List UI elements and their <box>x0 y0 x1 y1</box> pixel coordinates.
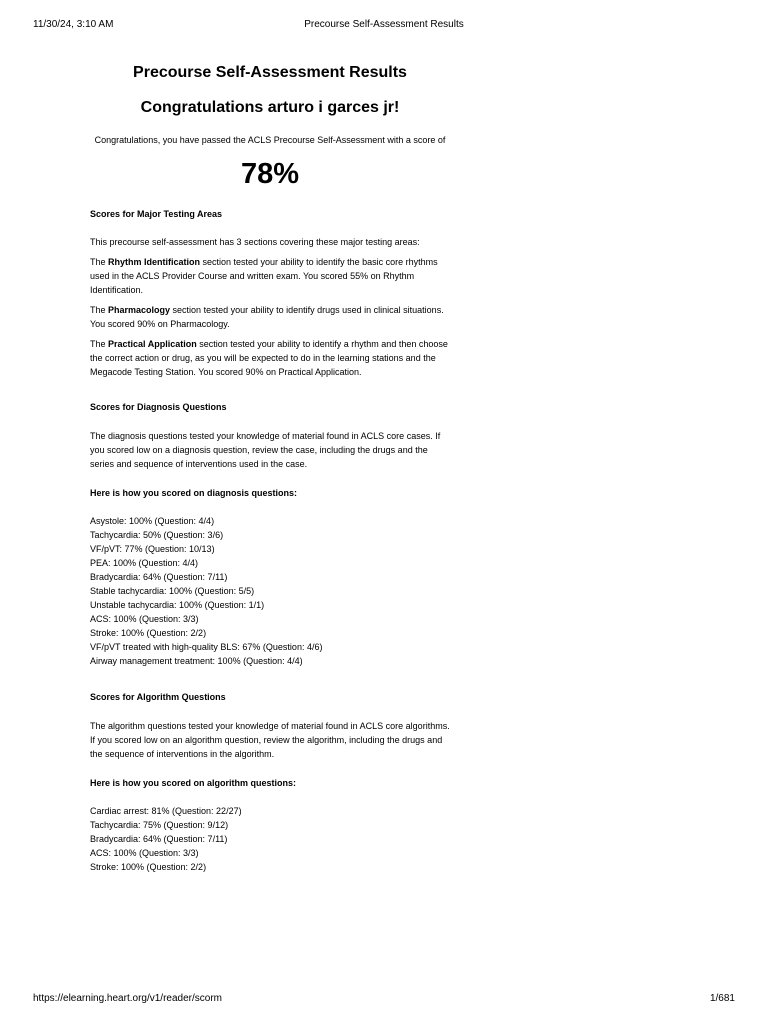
section-description: section tested your ability to identify a rhythm and then choose the correct action or drug, as you will be expected to do in the learning stations and the Megacode Testing Station. You scored 90% on Practical Application. <box>90 339 448 377</box>
page-title: Precourse Self-Assessment Results <box>133 64 407 81</box>
list-item: ACS: 100% (Question: 3/3) <box>90 614 199 624</box>
diagnosis-score-list <box>90 514 450 668</box>
list-item: Tachycardia: 75% (Question: 9/12) <box>90 820 229 830</box>
print-document-title: Precourse Self-Assessment Results <box>304 19 464 30</box>
list-item: PEA: 100% (Question: 4/4) <box>90 558 199 568</box>
section-practical-application <box>90 337 450 379</box>
section-prefix: The <box>90 339 109 349</box>
algorithm-score-list <box>90 804 450 874</box>
section-description: section tested your ability to identify drugs used in clinical situations. You scored 90% on Pharmacology. <box>90 305 444 329</box>
list-item: Stroke: 100% (Question: 2/2) <box>90 628 207 638</box>
list-item: Tachycardia: 50% (Question: 3/6) <box>90 530 224 540</box>
section-pharmacology <box>90 303 450 331</box>
section-rhythm-identification <box>90 255 450 297</box>
section-name: Pharmacology <box>108 305 171 315</box>
list-item: Asystole: 100% (Question: 4/4) <box>90 516 215 526</box>
major-areas-intro: This precourse self-assessment has 3 sections covering these major testing areas: <box>90 237 420 247</box>
diagnosis-subtitle: Here is how you scored on diagnosis questions: <box>90 488 298 498</box>
diagnosis-description: The diagnosis questions tested your knowledge of material found in ACLS core cases. If you scored low on a diagnosis question, review the case, including the drugs and the series and sequence of interventions used in the case. <box>90 431 441 469</box>
algorithm-subtitle: Here is how you scored on algorithm questions: <box>90 778 297 788</box>
list-item: Airway management treatment: 100% (Question: 4/4) <box>90 656 303 666</box>
list-item: Bradycardia: 64% (Question: 7/11) <box>90 572 228 582</box>
overall-score: 78% <box>240 158 300 190</box>
major-areas-title: Scores for Major Testing Areas <box>90 209 223 219</box>
print-url: https://elearning.heart.org/v1/reader/scorm <box>33 993 222 1004</box>
list-item: Unstable tachycardia: 100% (Question: 1/1) <box>90 600 265 610</box>
print-footer <box>33 993 735 1007</box>
page-number: 1/681 <box>709 993 735 1004</box>
list-item: VF/pVT: 77% (Question: 10/13) <box>90 544 215 554</box>
list-item: Bradycardia: 64% (Question: 7/11) <box>90 834 228 844</box>
list-item: Stable tachycardia: 100% (Question: 5/5) <box>90 586 255 596</box>
print-header <box>33 19 735 33</box>
score-intro: Congratulations, you have passed the ACLS Precourse Self-Assessment with a score of <box>94 135 446 145</box>
print-datetime: 11/30/24, 3:10 AM <box>33 19 114 30</box>
section-prefix: The <box>90 305 109 315</box>
section-name: Practical Application <box>108 339 197 349</box>
section-prefix: The <box>90 257 109 267</box>
list-item: VF/pVT treated with high-quality BLS: 67% (Question: 4/6) <box>90 642 323 652</box>
algorithm-description: The algorithm questions tested your knowledge of material found in ACLS core algorithms. If you scored low on an algorithm question, review the algorithm, including the drugs and the sequence of interventions in the algorithm. <box>90 721 450 759</box>
results-content <box>90 62 450 874</box>
list-item: Cardiac arrest: 81% (Question: 22/27) <box>90 806 242 816</box>
section-name: Rhythm Identification <box>108 257 201 267</box>
algorithm-title: Scores for Algorithm Questions <box>90 692 226 702</box>
congratulations-heading: Congratulations arturo i garces jr! <box>140 99 400 116</box>
list-item: Stroke: 100% (Question: 2/2) <box>90 862 207 872</box>
diagnosis-title: Scores for Diagnosis Questions <box>90 402 227 412</box>
section-description: section tested your ability to identify the basic core rhythms used in the ACLS Provider Course and written exam. You scored 55% on Rhythm Identification. <box>90 257 438 295</box>
list-item: ACS: 100% (Question: 3/3) <box>90 848 199 858</box>
